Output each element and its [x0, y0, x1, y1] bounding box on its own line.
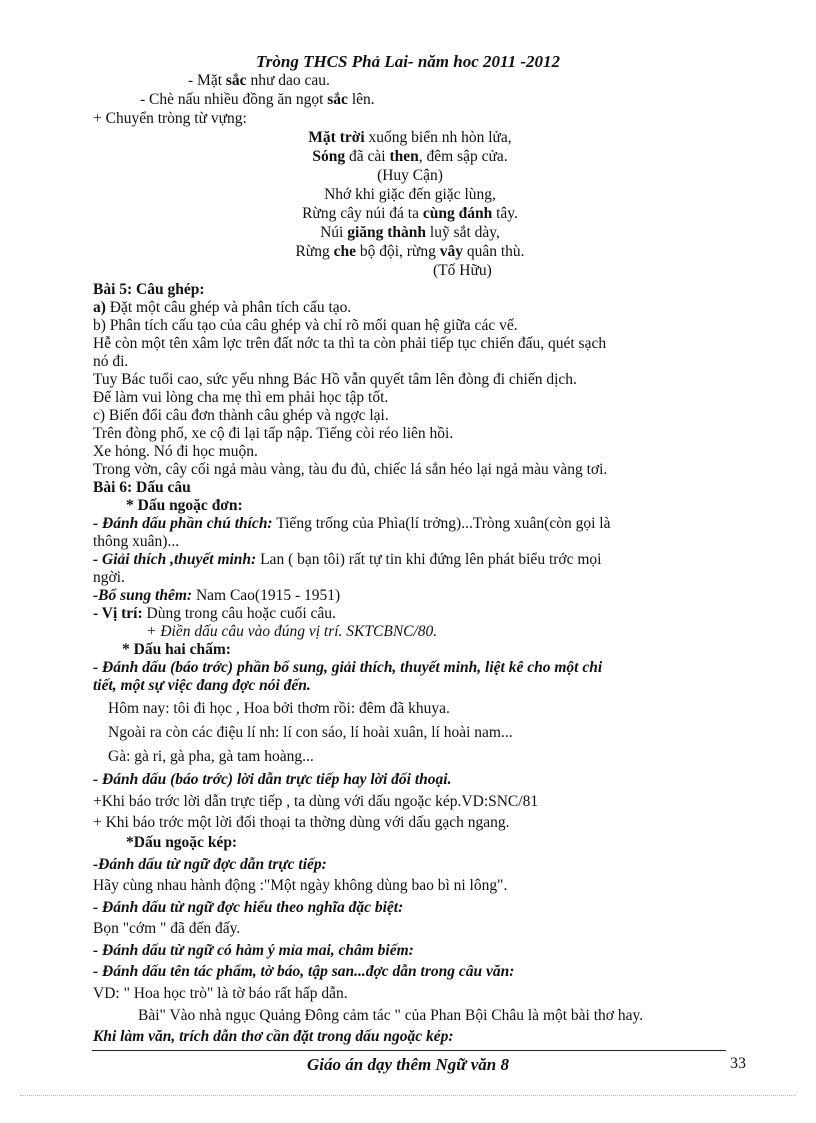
text-line: -Bổ sung thêm: Nam Cao(1915 - 1951) — [93, 587, 341, 604]
text-line: Hễ còn một tên xâm lợc trên đất nớc ta thì ta còn phải tiếp tục chiến đấu, quét sạch — [93, 335, 607, 352]
text-line: - Đánh dấu (báo trớc) lời dẫn trực tiếp hay lời đối thoại. — [93, 771, 452, 788]
text-line: + Chuyển tròng từ vựng: — [93, 110, 247, 127]
text-line: thông xuân)... — [93, 533, 180, 550]
text-line: -Đánh dấu từ ngữ đợc dẫn trực tiếp: — [93, 856, 327, 873]
text-line: Hãy cùng nhau hành động :"Một ngày không dùng bao bì ni lông". — [93, 877, 508, 894]
text-line: + Điền dấu câu vào đúng vị trí. SKTCBNC/80. — [146, 623, 438, 640]
text-line: Hôm nay: tôi đi học , Hoa bởi thơm rồi: đêm đã khuya. — [108, 700, 450, 717]
text-line: - Đánh dấu tên tác phẩm, tờ báo, tập san...đợc dẫn trong câu văn: — [93, 963, 515, 980]
text-line: Bọn "cớm " đã đến đấy. — [93, 920, 241, 937]
section-heading: Bài 5: Câu ghép: — [93, 281, 205, 298]
text-line: +Khi báo trớc lời dẫn trực tiếp , ta dùng với dấu ngoặc kép.VD:SNC/81 — [93, 793, 539, 810]
subsection-heading: * Dấu hai chấm: — [122, 641, 231, 658]
text-line: - Đánh dấu từ ngữ đợc hiểu theo nghĩa đặc biệt: — [93, 899, 404, 916]
text-line: c) Biến đổi câu đơn thành câu ghép và ngợc lại. — [93, 407, 389, 424]
text-line: + Khi báo trớc một lời đối thoại ta thờng dùng với dấu gạch ngang. — [93, 814, 510, 831]
text-line: - Giải thích ,thuyết minh: Lan ( bạn tôi) rất tự tin khi đứng lên phát biểu trớc mọi — [93, 551, 602, 568]
poem-line: Sóng đã cài then, đêm sập cửa. — [312, 148, 508, 165]
page-header: Tròng THCS Phả Lai- năm hoc 2011 -2012 — [256, 52, 560, 71]
section-heading: Bài 6: Dấu câu — [93, 479, 191, 496]
text-line: Trong vờn, cây cối ngả màu vàng, tàu đu đủ, chiếc lá sắn héo lại ngả màu vàng tơi. — [93, 461, 608, 478]
poem-author: (Huy Cận) — [377, 167, 443, 184]
footer-divider — [92, 1050, 726, 1051]
text-line: Để làm vui lòng cha mẹ thì em phải học tập tốt. — [93, 389, 389, 406]
poem-line: Mặt trời xuống biển nh hòn lửa, — [308, 129, 512, 146]
text-line: Khi làm văn, trích dẫn thơ cần đặt trong dấu ngoặc kép: — [93, 1028, 454, 1045]
page-footer: Giáo án dạy thêm Ngữ văn 8 — [307, 1055, 509, 1074]
text-line: nó đi. — [93, 353, 129, 370]
text-line: - Đánh dấu phần chú thích: Tiếng trống của Phìa(lí trởng)...Tròng xuân(còn gọi là — [93, 515, 611, 532]
text-line: - Chè nấu nhiều đồng ăn ngọt sắc lên. — [140, 91, 375, 108]
text-line: tiết, một sự việc đang đợc nói đến. — [93, 677, 311, 694]
text-line: - Đánh dấu (báo trớc) phần bổ sung, giải thích, thuyết minh, liệt kê cho một chi — [93, 659, 603, 676]
text-line: Gà: gà ri, gà pha, gà tam hoàng... — [108, 748, 314, 765]
poem-line: Rừng che bộ đội, rừng vây quân thù. — [295, 243, 525, 260]
poem-line: Nhớ khi giặc đến giặc lùng, — [324, 186, 496, 203]
text-line: ngời. — [93, 569, 125, 586]
text-line: Bài" Vào nhà ngục Quảng Đông cảm tác " của Phan Bội Châu là một bài thơ hay. — [138, 1007, 644, 1024]
poem-line: Rừng cây núi đá ta cùng đánh tây. — [302, 205, 518, 222]
page-bottom-border — [20, 1095, 796, 1096]
text-line: - Mặt sắc như dao cau. — [188, 72, 330, 89]
poem-author: (Tố Hữu) — [433, 262, 492, 279]
text-line: Xe hỏng. Nó đi học muộn. — [93, 443, 258, 460]
text-line: a) Đặt một câu ghép và phân tích cấu tạo. — [93, 299, 352, 316]
poem-line: Núi giăng thành luỹ sắt dày, — [320, 224, 500, 241]
text-line: - Đánh dấu từ ngữ có hàm ý mỉa mai, châm biếm: — [93, 942, 414, 959]
text-line: Ngoài ra còn các điệu lí nh: lí con sáo, lí hoài xuân, lí hoài nam... — [108, 724, 513, 741]
text-line: Trên đòng phố, xe cộ đi lại tấp nập. Tiếng còi réo liên hồi. — [93, 425, 454, 442]
page-number: 33 — [730, 1055, 746, 1072]
text-line: - Vị trí: Dùng trong câu hoặc cuối câu. — [93, 605, 336, 622]
subsection-heading: *Dấu ngoặc kép: — [126, 834, 238, 851]
text-line: Tuy Bác tuổi cao, sức yếu nhng Bác Hồ vẫn quyết tâm lên đòng đi chiến dịch. — [93, 371, 577, 388]
text-line: VD: " Hoa học trò" là tờ báo rất hấp dẫn. — [93, 985, 348, 1002]
text-line: b) Phân tích cấu tạo của câu ghép và chỉ rõ mối quan hệ giữa các vế. — [93, 317, 518, 334]
subsection-heading: * Dấu ngoặc đơn: — [126, 497, 243, 514]
